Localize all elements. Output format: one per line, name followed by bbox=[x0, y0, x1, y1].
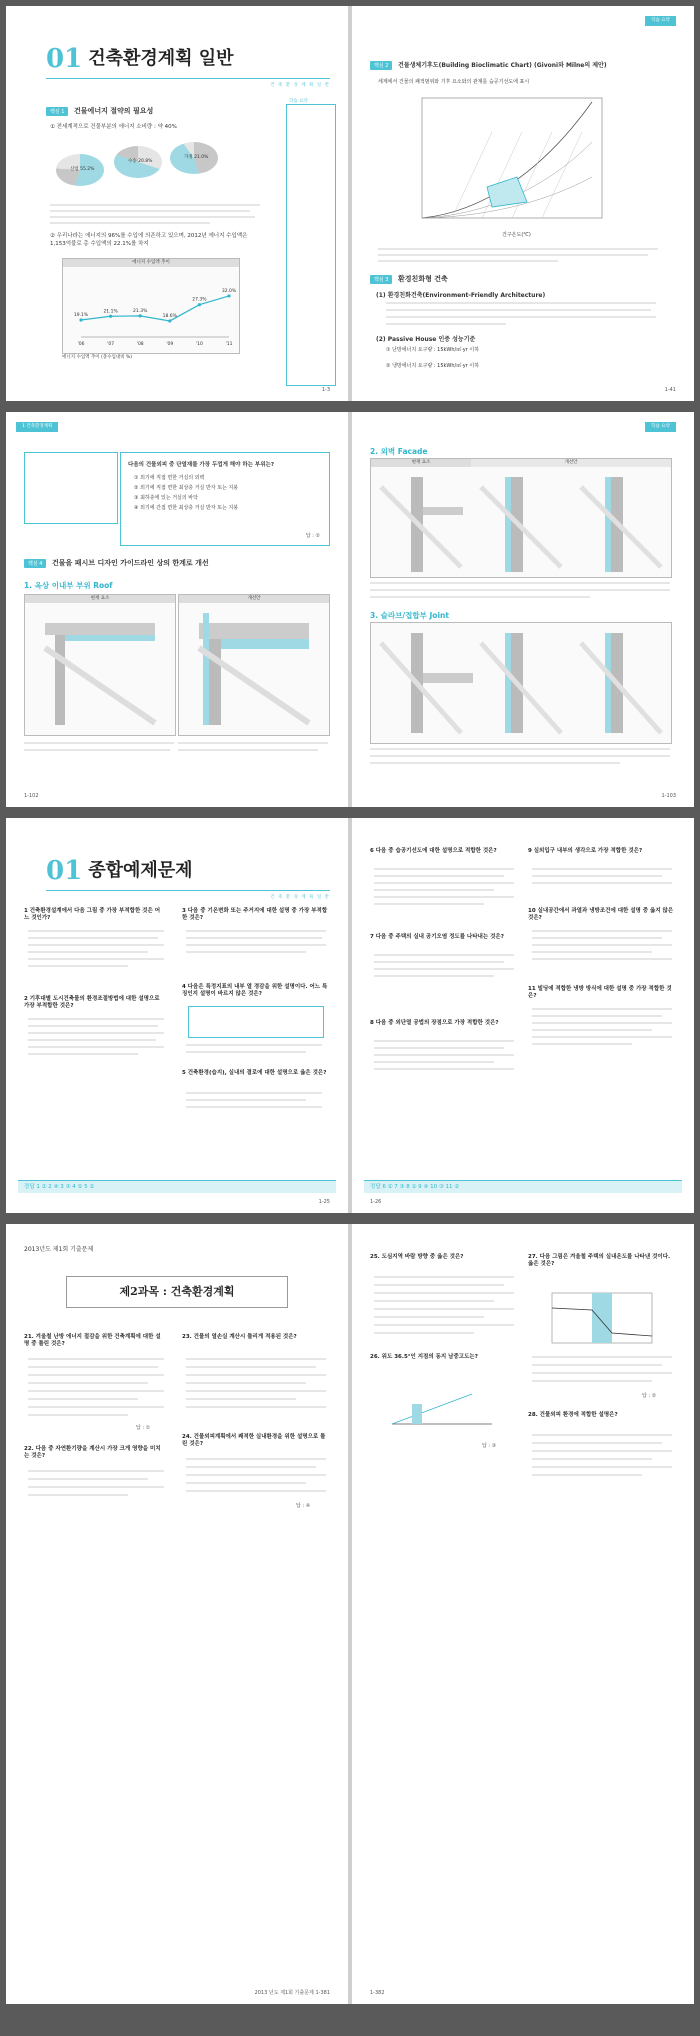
question-22: 22. 다음 중 자연환기량을 계산시 가장 크게 영향을 미치는 것은? bbox=[24, 1446, 161, 1459]
text-line bbox=[186, 1458, 326, 1460]
text-line bbox=[186, 1051, 306, 1053]
text-line bbox=[374, 1047, 504, 1049]
title-rule bbox=[46, 890, 330, 891]
question-4-box bbox=[188, 1006, 324, 1038]
page-1-3 bbox=[6, 6, 348, 401]
side-note-box bbox=[286, 99, 336, 386]
text-line bbox=[186, 951, 306, 953]
passive-criterion-2: ② 냉방에너지 요구량 : 15kWh/㎡·yr 이하 bbox=[386, 363, 480, 369]
text-line bbox=[378, 254, 648, 256]
page-number: 1-25 bbox=[318, 1199, 330, 1205]
text-line bbox=[186, 1474, 326, 1476]
answer-strip: 정답 1 ② 2 ④ 3 ③ 4 ① 5 ② bbox=[18, 1180, 336, 1193]
text-line bbox=[50, 210, 250, 212]
question-3: 3 다음 중 기온변화 또는 주거지에 대한 설명 중 가장 부적합한 것은? bbox=[182, 908, 328, 921]
insulation bbox=[605, 477, 611, 572]
text-line bbox=[28, 1382, 148, 1384]
option-3: ③ 최하층에 있는 거실의 바닥 bbox=[134, 495, 198, 501]
intro-text: 세계에서 건물의 쾌적범위와 기후 요소와의 관계를 습공기선도에 표시 bbox=[378, 79, 530, 85]
header-tab: 1 건축환경계획 bbox=[16, 422, 58, 432]
joint-diagram bbox=[370, 622, 672, 744]
text-line bbox=[50, 216, 255, 218]
text-line bbox=[532, 1372, 672, 1374]
facade-drawing bbox=[371, 467, 671, 577]
text-line bbox=[28, 1025, 158, 1027]
data-label: 21.1% bbox=[103, 309, 118, 315]
import-chart bbox=[62, 258, 240, 354]
page-number: 1-26 bbox=[370, 1199, 382, 1205]
pie-label-3: 가정 21.0% bbox=[184, 155, 209, 160]
spread-2 bbox=[6, 412, 694, 807]
page-1-382 bbox=[352, 1224, 694, 2004]
title-text: 종합예제문제 bbox=[88, 860, 193, 881]
text-line bbox=[532, 930, 672, 932]
text-line bbox=[374, 1068, 514, 1070]
data-label: 19.1% bbox=[73, 313, 89, 319]
text-line bbox=[370, 748, 670, 750]
page-1-103 bbox=[352, 412, 694, 807]
spread-1 bbox=[6, 6, 694, 401]
tick-label: '10 bbox=[195, 342, 203, 347]
text-line bbox=[28, 1046, 164, 1048]
text-line bbox=[532, 1474, 642, 1476]
answer-strip: 정답 6 ② 7 ③ 8 ① 9 ④ 10 ③ 11 ② bbox=[364, 1180, 682, 1193]
page-number: 1-3 bbox=[321, 387, 330, 393]
text-line bbox=[374, 889, 494, 891]
spread-3 bbox=[6, 818, 694, 1213]
text-line bbox=[374, 875, 504, 877]
text-line bbox=[50, 204, 260, 206]
section-head: 환경친화형 건축 bbox=[398, 275, 448, 283]
text-line bbox=[532, 1036, 672, 1038]
note-box bbox=[24, 452, 118, 524]
wall-section bbox=[592, 1293, 612, 1343]
page-1-381 bbox=[6, 1224, 348, 2004]
text-line bbox=[186, 944, 326, 946]
text-line bbox=[532, 868, 672, 870]
section-tag: 핵심 3 bbox=[370, 275, 392, 284]
text-line bbox=[28, 1358, 164, 1360]
insulation bbox=[203, 613, 209, 725]
text-line bbox=[186, 1099, 306, 1101]
slab bbox=[423, 673, 473, 683]
text-line bbox=[178, 742, 328, 744]
subheading-joint: 3. 슬라브/접합부 Joint bbox=[370, 611, 449, 620]
sub-tag: 건 축 환 경 계 획 일 반 bbox=[270, 83, 330, 88]
title-number: 01 bbox=[46, 44, 83, 74]
text-line bbox=[532, 882, 672, 884]
question-2: 2 기후대별 도시건축물의 환경조절방법에 대한 설명으로 가장 부적합한 것은? bbox=[24, 996, 160, 1009]
text-line bbox=[532, 1015, 662, 1017]
question-title: 다음의 건물외피 중 단열재를 가장 두껍게 해야 하는 부위는? bbox=[128, 462, 275, 468]
insulation bbox=[505, 633, 511, 733]
roof-after-diagram bbox=[178, 594, 330, 736]
text-line bbox=[532, 1458, 652, 1460]
text-line bbox=[186, 1374, 326, 1376]
text-line bbox=[374, 954, 514, 956]
text-line bbox=[532, 1380, 652, 1382]
text-line bbox=[28, 1039, 156, 1041]
temperature-graph bbox=[542, 1288, 662, 1348]
text-line bbox=[28, 1478, 148, 1480]
header-tab: 학습 요약 bbox=[645, 16, 676, 26]
item-1: ① 전세계적으로 건물부분의 에너지 소비량 : 약 40% bbox=[50, 124, 177, 130]
text-line bbox=[370, 596, 590, 598]
wall bbox=[55, 635, 65, 725]
subheading-1: (1) 환경친화건축(Environment-Friendly Architecture) bbox=[376, 292, 546, 299]
text-line bbox=[28, 1018, 164, 1020]
text-line bbox=[186, 1466, 316, 1468]
page-number: 2013 년도 제1회 기출문제 1-381 bbox=[254, 1990, 330, 1996]
text-line bbox=[28, 1494, 128, 1496]
roof-before-diagram bbox=[24, 594, 176, 736]
question-9: 9 실외입구 내부의 생각으로 가장 적합한 것은? bbox=[528, 848, 643, 854]
text-line bbox=[50, 222, 210, 224]
text-line bbox=[24, 749, 170, 751]
pie-label-1: 산업 55.2% bbox=[70, 167, 95, 172]
text-line bbox=[532, 1022, 672, 1024]
text-line bbox=[370, 762, 620, 764]
text-line bbox=[532, 1442, 662, 1444]
data-label: 18.6% bbox=[162, 313, 177, 319]
section-head: 건물을 패시브 디자인 가이드라인 상의 한계로 개선 bbox=[52, 559, 209, 567]
text-line bbox=[532, 1029, 652, 1031]
text-line bbox=[374, 1292, 514, 1294]
text-line bbox=[386, 309, 651, 311]
text-line bbox=[28, 958, 164, 960]
question-24: 24. 건물외피계획에서 쾌적한 실내환경을 위한 설명으로 틀린 것은? bbox=[182, 1434, 326, 1447]
text-line bbox=[370, 582, 670, 584]
text-line bbox=[186, 1490, 326, 1492]
text-line bbox=[532, 1364, 662, 1366]
text-line bbox=[186, 1390, 326, 1392]
text-line bbox=[28, 937, 158, 939]
text-line bbox=[28, 944, 164, 946]
title-text: 건축환경계획 일반 bbox=[88, 48, 234, 69]
text-line bbox=[532, 1434, 672, 1436]
roof-slab bbox=[199, 623, 309, 639]
text-line bbox=[532, 944, 672, 946]
text-line bbox=[370, 589, 670, 591]
insulation bbox=[605, 633, 611, 733]
wall bbox=[209, 639, 221, 725]
section-2 bbox=[370, 60, 607, 70]
data-point bbox=[139, 314, 142, 317]
tick-label: '06 bbox=[77, 342, 85, 347]
line-chart-svg bbox=[63, 267, 239, 353]
question-8: 8 다음 중 외단열 공법의 장점으로 가장 적합한 것은? bbox=[370, 1020, 499, 1026]
page-1-41 bbox=[352, 6, 694, 401]
text-line bbox=[28, 930, 164, 932]
answer-27: 답 : ② bbox=[642, 1393, 657, 1399]
subheading-2: (2) Passive House 인증 성능기준 bbox=[376, 336, 476, 343]
text-line bbox=[378, 260, 558, 262]
page-title bbox=[46, 856, 193, 886]
data-point bbox=[198, 303, 201, 306]
diagram-header: 개선안 bbox=[471, 459, 671, 467]
text-line bbox=[386, 316, 656, 318]
tick-label: '07 bbox=[107, 342, 115, 347]
text-line bbox=[532, 958, 672, 960]
title-number: 01 bbox=[46, 856, 83, 886]
data-point bbox=[227, 294, 230, 297]
text-line bbox=[532, 1450, 672, 1452]
text-line bbox=[28, 1390, 164, 1392]
text-line bbox=[186, 1406, 326, 1408]
text-line bbox=[374, 1316, 484, 1318]
roof-before-drawing bbox=[25, 603, 175, 735]
text-line bbox=[532, 1008, 672, 1010]
text-line bbox=[186, 930, 326, 932]
data-label: 21.3% bbox=[133, 308, 148, 314]
text-line bbox=[28, 1374, 164, 1376]
title-rule bbox=[46, 78, 330, 79]
page-title bbox=[46, 44, 234, 74]
question-6: 6 다음 중 습공기선도에 대한 설명으로 적합한 것은? bbox=[370, 848, 497, 854]
text-line bbox=[532, 1466, 672, 1468]
text-line bbox=[374, 1276, 514, 1278]
text-line bbox=[24, 742, 174, 744]
insulation bbox=[65, 635, 155, 641]
text-line bbox=[374, 975, 494, 977]
data-point bbox=[168, 319, 171, 322]
section-tag: 핵심 4 bbox=[24, 559, 46, 568]
question-23: 23. 건물의 열손실 계산시 틀리게 적용된 것은? bbox=[182, 1334, 297, 1340]
roof-after-drawing bbox=[179, 603, 329, 735]
text-line bbox=[532, 1043, 632, 1045]
text-line bbox=[374, 903, 484, 905]
text-line bbox=[28, 1053, 138, 1055]
text-line bbox=[370, 755, 670, 757]
axis-label-x: 건구온도(℃) bbox=[502, 232, 531, 238]
text-line bbox=[532, 875, 662, 877]
subheading-roof: 1. 옥상 이내부 부위 Roof bbox=[24, 581, 113, 590]
text-line bbox=[374, 1040, 514, 1042]
text-line bbox=[374, 1324, 514, 1326]
subheading-facade: 2. 외벽 Facade bbox=[370, 447, 428, 456]
text-line bbox=[186, 1398, 296, 1400]
page-1-102 bbox=[6, 412, 348, 807]
text-line bbox=[186, 1092, 322, 1094]
question-7: 7 다음 중 주택의 실내 공기오염 정도를 나타내는 것은? bbox=[370, 934, 504, 940]
text-line bbox=[374, 1308, 514, 1310]
text-line bbox=[374, 961, 504, 963]
sun-angle-diagram bbox=[382, 1384, 502, 1434]
building bbox=[412, 1404, 422, 1424]
text-line bbox=[28, 1398, 138, 1400]
answer-24: 답 : ④ bbox=[296, 1503, 311, 1509]
text-line bbox=[374, 968, 514, 970]
facade-diagram bbox=[370, 458, 672, 578]
section-4 bbox=[24, 558, 209, 568]
answer: 답 : ② bbox=[305, 533, 320, 539]
text-line bbox=[374, 868, 514, 870]
slab bbox=[423, 507, 463, 515]
question-4: 4 다음은 특정지표의 내부 열 경감을 위한 설명이다. 어느 특징인지 설명이 바르지 않은 것은? bbox=[182, 984, 328, 997]
page-number: 1-382 bbox=[370, 1990, 385, 1996]
text-line bbox=[532, 951, 652, 953]
page-1-26 bbox=[352, 818, 694, 1213]
text-line bbox=[374, 1332, 474, 1334]
text-line bbox=[28, 951, 148, 953]
section-head: 건물생체기후도(Building Bioclimatic Chart) (Givoni와 Milne의 제안) bbox=[398, 62, 607, 69]
data-label: 27.3% bbox=[192, 297, 207, 303]
insulation bbox=[221, 639, 309, 649]
text-line bbox=[186, 1482, 306, 1484]
text-line bbox=[186, 1106, 322, 1108]
text-line bbox=[374, 1300, 494, 1302]
text-line bbox=[178, 749, 318, 751]
page-number: 1-103 bbox=[661, 793, 676, 799]
question-5: 5 건축환경(습지), 실내의 결로에 대한 설명으로 옳은 것은? bbox=[182, 1070, 327, 1076]
section-3 bbox=[370, 274, 448, 284]
question-26: 26. 위도 36.5°인 지점의 동지 남중고도는? bbox=[370, 1354, 478, 1360]
option-1: ① 외기에 직접 면한 거실의 외벽 bbox=[134, 475, 205, 481]
question-21: 21. 겨울철 난방 에너지 절감을 위한 건축계획에 대한 설명 중 틀린 것은? bbox=[24, 1334, 161, 1347]
option-2: ② 외기에 직접 면한 최상층 거실 반자 또는 지붕 bbox=[134, 485, 239, 491]
question-28: 28. 건물외피 환경에 적합한 설명은? bbox=[528, 1412, 618, 1418]
text-line bbox=[28, 1406, 164, 1408]
page-number: 1-102 bbox=[24, 793, 39, 799]
tick-label: '09 bbox=[166, 342, 174, 347]
answer-21: 답 : ① bbox=[136, 1425, 151, 1431]
section-head: 건물에너지 절약의 필요성 bbox=[74, 107, 154, 115]
text-line bbox=[374, 882, 514, 884]
exam-label: 2013년도 제1회 기출문제 bbox=[24, 1246, 94, 1253]
data-point bbox=[79, 318, 82, 321]
answer-26: 답 : ③ bbox=[482, 1443, 497, 1449]
text-line bbox=[28, 1486, 164, 1488]
option-4: ④ 외기에 간접 면한 최상층 거실 반자 또는 지붕 bbox=[134, 505, 239, 511]
header-tab: 학습 요약 bbox=[645, 422, 676, 432]
chart-caption: 에너지 수입액 추이 (총수입대비 %) bbox=[62, 355, 133, 360]
text-line bbox=[186, 1358, 326, 1360]
text-line bbox=[374, 1061, 494, 1063]
side-note-label: 학습 요약 bbox=[289, 99, 308, 104]
sub-tag: 건 축 환 경 계 획 일 반 bbox=[270, 895, 330, 900]
question-27: 27. 다음 그림은 겨울철 주택의 실내온도를 나타낸 것이다. 옳은 것은? bbox=[528, 1254, 671, 1267]
bioclimatic-chart bbox=[392, 92, 612, 242]
passive-criterion-1: ① 난방에너지 요구량 : 15kWh/㎡·yr 이하 bbox=[386, 347, 480, 353]
text-line bbox=[378, 248, 658, 250]
section-tag: 핵심 2 bbox=[370, 61, 392, 70]
exam-title: 제2과목 : 건축환경계획 bbox=[66, 1276, 288, 1308]
text-line bbox=[28, 1032, 164, 1034]
question-10: 10 실내공간에서 과열과 냉방조건에 대한 설명 중 옳지 않은 것은? bbox=[528, 908, 674, 921]
text-line bbox=[186, 1382, 306, 1384]
data-label: 32.0% bbox=[221, 288, 237, 294]
text-line bbox=[532, 1356, 672, 1358]
page-number: 1-41 bbox=[664, 387, 676, 393]
text-line bbox=[186, 1044, 322, 1046]
roof-slab bbox=[45, 623, 155, 635]
text-line bbox=[532, 937, 662, 939]
question-1: 1 건축환경설계에서 다음 그림 중 가장 부적합한 것은 어느 것인가? bbox=[24, 908, 161, 921]
section-1 bbox=[46, 106, 153, 116]
diagram-header: 현재 요소 bbox=[25, 595, 175, 603]
text-line bbox=[386, 302, 656, 304]
text-line bbox=[28, 1470, 164, 1472]
text-line bbox=[28, 1414, 128, 1416]
text-line bbox=[374, 896, 514, 898]
item-2: ② 우리나라는 에너지의 96%를 수입에 의존하고 있으며, 2012년 에너지 수입액은 1,153억불로 총 수입액의 22.1%를 차지 bbox=[50, 233, 248, 247]
diagram-header: 개선안 bbox=[179, 595, 329, 603]
question-11: 11 빌딩에 적합한 냉방 방식에 대한 설명 중 가장 적합한 것은? bbox=[528, 986, 672, 999]
text-line bbox=[28, 965, 128, 967]
diagram-header: 현재 요소 bbox=[371, 459, 471, 467]
question-25: 25. 도심지역 바람 방향 중 옳은 것은? bbox=[370, 1254, 464, 1260]
chart-title: 에너지 수입액 추이 bbox=[63, 259, 239, 267]
pie-label-2: 수송 20.8% bbox=[128, 159, 153, 164]
insulation bbox=[505, 477, 511, 572]
text-line bbox=[386, 323, 506, 325]
joint-drawing bbox=[371, 623, 671, 743]
text-line bbox=[186, 1366, 316, 1368]
data-point bbox=[109, 315, 112, 318]
tick-label: '08 bbox=[136, 342, 144, 347]
text-line bbox=[374, 1054, 514, 1056]
text-line bbox=[374, 1284, 504, 1286]
section-tag: 핵심 1 bbox=[46, 107, 68, 116]
text-line bbox=[186, 937, 322, 939]
text-line bbox=[28, 1366, 158, 1368]
tick-label: '11 bbox=[225, 342, 233, 347]
spread-4 bbox=[6, 1224, 694, 2004]
sun-ray bbox=[392, 1394, 472, 1424]
page-1-25 bbox=[6, 818, 348, 1213]
